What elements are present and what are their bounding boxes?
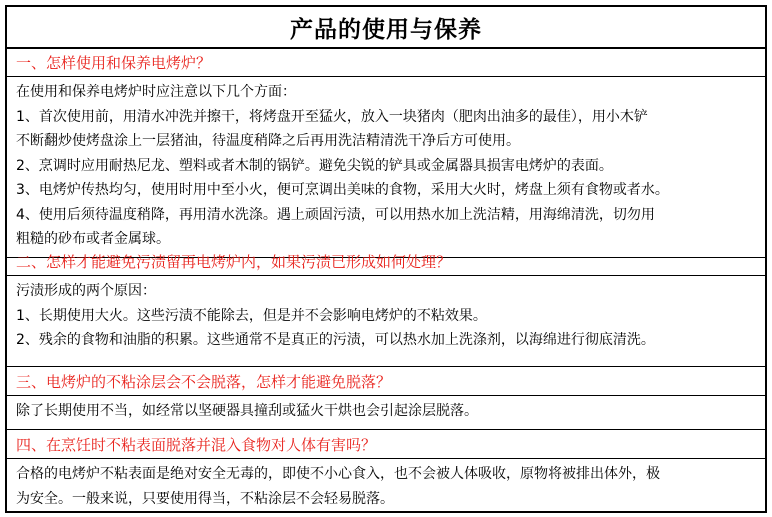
section-1-line-7: 粗糙的砂布或者金属球。 <box>16 231 170 247</box>
title-row <box>7 7 765 49</box>
section-1-heading: 一、怎样使用和保养电烤炉？ <box>16 54 212 72</box>
section-3-heading-row <box>7 368 765 396</box>
section-3-line-1: 除了长期使用不当，如经常以坚硬器具撞刮或猛火干烘也会引起涂层脱落。 <box>16 403 478 419</box>
section-3-heading: 三、电烤炉的不粘涂层会不会脱落，怎样才能避免脱落？ <box>16 373 392 391</box>
section-2-body <box>7 277 765 367</box>
section-1-line-4: 2、烹调时应用耐热尼龙、塑料或者木制的锅铲。避免尖锐的铲具或金属器具损害电烤炉的表面。 <box>16 157 613 174</box>
section-2-line-3: 2、残余的食物和油脂的积累。这些通常不是真正的污渍，可以热水加上洗涤剂，以海绵进行彻底清洗。 <box>16 332 655 348</box>
section-1-line-5: 3、电烤炉传热均匀，使用时用中至小火，便可烹调出美味的食物，采用大火时，烤盘上须有食物或者水。 <box>16 182 669 198</box>
section-1-line-3: 不断翻炒使烤盘涂上一层猪油，待温度稍降之后再用洗洁精清洗干净后方可使用。 <box>16 133 520 149</box>
section-1-body <box>7 78 765 258</box>
section-2-line-2: 1、长期使用大火。这些污渍不能除去，但是并不会影响电烤炉的不粘效果。 <box>16 307 487 324</box>
document-frame <box>5 5 767 513</box>
section-4-heading-row <box>7 431 765 459</box>
page-title: 产品的使用与保养 <box>290 16 482 43</box>
section-2-heading: 二、怎样才能避免污渍留再电烤炉内，如果污渍已形成如何处理？ <box>16 253 452 271</box>
section-3-body <box>7 397 765 430</box>
section-1-line-2: 1、首次使用前，用清水冲洗并擦干，将烤盘开至猛火，放入一块猪肉（肥肉出油多的最佳），用小木铲 <box>16 108 648 125</box>
section-4-line-1: 合格的电烤炉不粘表面是绝对安全无毒的，即使不小心食入，也不会被人体吸收，原物将被排出体外，极 <box>16 466 660 482</box>
section-4-body <box>7 460 765 511</box>
section-4-heading: 四、在烹饪时不粘表面脱落并混入食物对人体有害吗？ <box>16 436 377 454</box>
section-2-heading-row <box>7 248 765 276</box>
section-4-line-2: 为安全。一般来说，只要使用得当，不粘涂层不会轻易脱落。 <box>16 490 394 507</box>
section-1-line-6: 4、使用后须待温度稍降，再用清水洗涤。遇上顽固污渍，可以用热水加上洗洁精，用海绵清洗，切勿用 <box>16 206 655 223</box>
section-1-heading-row <box>7 49 765 77</box>
section-2-line-1: 污渍形成的两个原因： <box>16 283 156 299</box>
section-1-line-1: 在使用和保养电烤炉时应注意以下几个方面： <box>16 84 296 100</box>
